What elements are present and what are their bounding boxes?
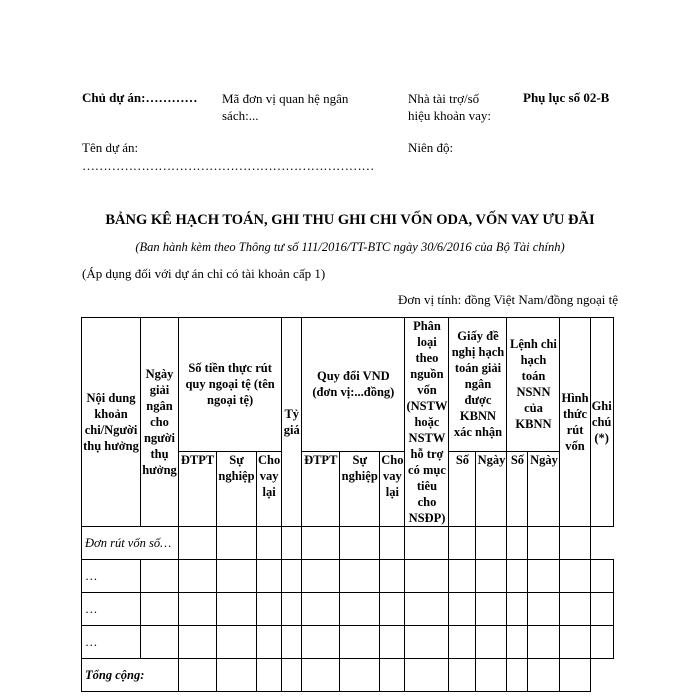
row-label: … — [82, 626, 141, 659]
col-header-withdrawal-form: Hình thức rút vốn — [560, 318, 590, 527]
total-row — [82, 659, 614, 692]
fiscal-year-label: Niên độ: — [408, 140, 454, 155]
project-name-dots: …………………………………………………………… — [82, 158, 375, 173]
project-name-label: Tên dự án: — [82, 140, 139, 155]
table-row — [82, 593, 614, 626]
applicability-note: (Áp dụng đối với dự án chỉ có tài khoản cấp 1) — [82, 266, 326, 281]
budget-unit-code-line2: sách:... — [222, 108, 259, 123]
sub-vnd-su-nghiep: Sự nghiệp — [340, 451, 380, 526]
col-group-fx-amount: Số tiền thực rút quy ngoại tệ (tên ngoại tệ) — [179, 318, 282, 452]
row-label: … — [82, 560, 141, 593]
sub-order-ngay: Ngày — [528, 451, 560, 526]
sub-fx-dtpt: ĐTPT — [179, 451, 217, 526]
document-subtitle: (Ban hành kèm theo Thông tư số 111/2016/TT-BTC ngày 30/6/2016 của Bộ Tài chính) — [135, 240, 565, 254]
table-row — [82, 626, 614, 659]
sub-fx-cho-vay-lai: Cho vay lại — [257, 451, 282, 526]
sponsor-loan-line2: hiệu khoản vay: — [408, 108, 492, 123]
appendix-number: Phụ lục số 02-B — [523, 90, 610, 105]
table-row — [82, 527, 614, 560]
col-group-request: Giấy đề nghị hạch toán giải ngân được KBNN xác nhận — [449, 318, 507, 452]
budget-unit-code-label — [222, 90, 348, 124]
sub-fx-su-nghiep: Sự nghiệp — [217, 451, 257, 526]
col-header-exchange-rate: Tỷ giá — [282, 318, 302, 527]
ledger-table — [81, 317, 614, 692]
sub-vnd-cho-vay-lai: Cho vay lại — [380, 451, 405, 526]
sub-request-so: Số — [449, 451, 476, 526]
col-header-funding-source: Phân loại theo nguồn vốn (NSTW hoặc NSTW hỗ trợ có mục tiêu cho NSĐP) — [406, 319, 448, 525]
col-header-content: Nội dung khoản chi/Người thụ hưởng — [82, 318, 141, 527]
col-header-disbursement-date: Ngày giải ngân cho người thụ hưởng — [141, 318, 179, 527]
sponsor-loan-label — [408, 90, 491, 124]
col-group-vnd: Quy đổi VND (đơn vị:...đồng) — [302, 318, 405, 452]
sponsor-loan-line1: Nhà tài trợ/số — [408, 91, 480, 106]
row-label: … — [82, 593, 141, 626]
total-label: Tổng cộng: — [82, 659, 179, 692]
col-header-note: Ghi chú (*) — [590, 318, 613, 527]
currency-unit: Đơn vị tính: đồng Việt Nam/đồng ngoại tệ — [398, 292, 618, 307]
document-title: BẢNG KÊ HẠCH TOÁN, GHI THU GHI CHI VỐN ODA, VỐN VAY ƯU ĐÃI — [105, 212, 595, 228]
sub-request-ngay: Ngày — [476, 451, 507, 526]
row-label: Đơn rút vốn số… — [82, 527, 179, 560]
sub-vnd-dtpt: ĐTPT — [302, 451, 340, 526]
budget-unit-code-line1: Mã đơn vị quan hệ ngân — [222, 91, 349, 106]
sub-order-so: Số — [507, 451, 528, 526]
project-owner-label: Chủ dự án:………… — [82, 90, 198, 105]
col-group-payment-order: Lệnh chi hạch toán NSNN của KBNN — [507, 318, 560, 452]
table-row — [82, 560, 614, 593]
